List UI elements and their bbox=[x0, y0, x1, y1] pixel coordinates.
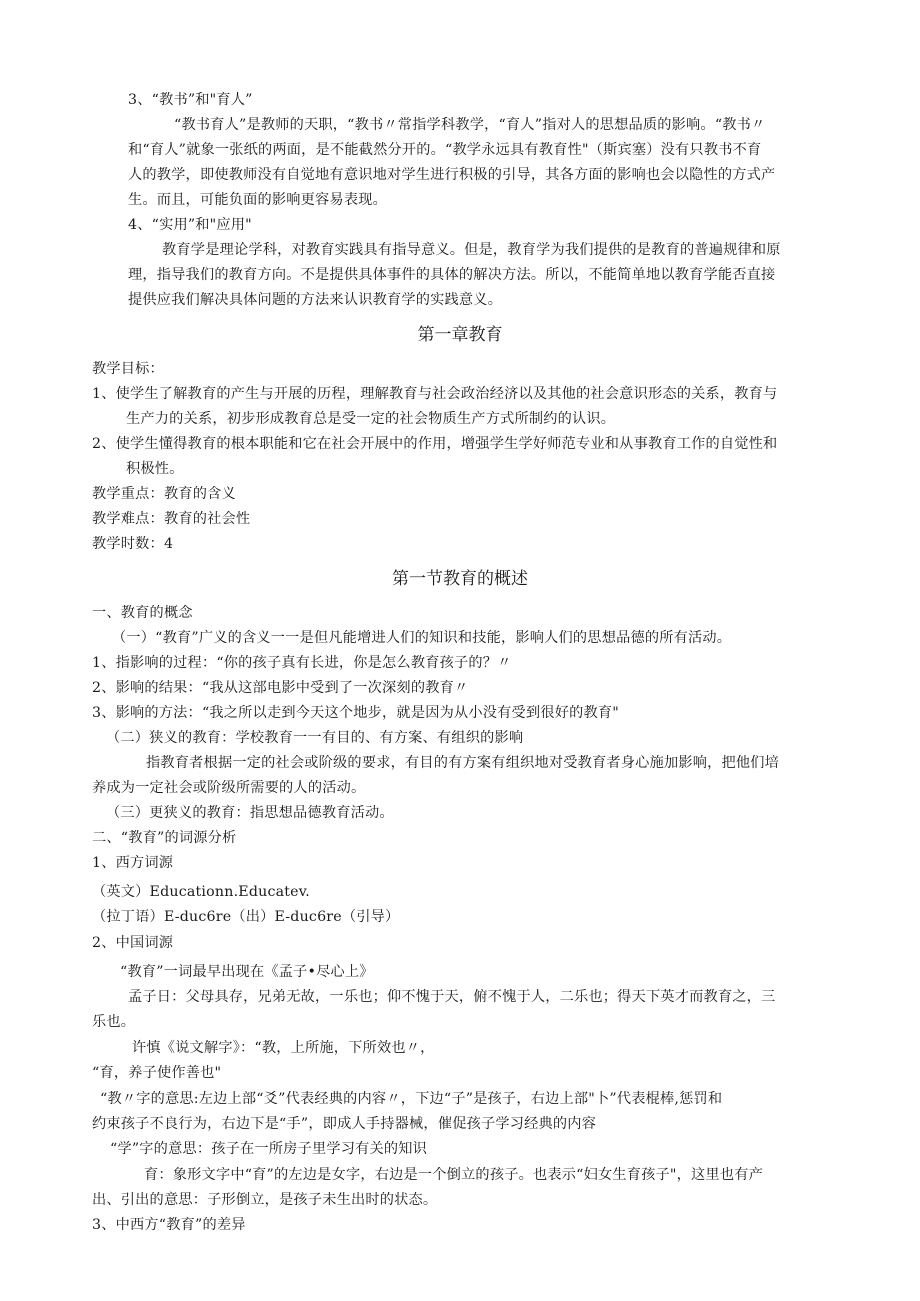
paragraph-line: 人的教学，即使教师没有自觉地有意识地对学生进行积极的引导，其各方面的影响也会以隐性的方式产 bbox=[128, 167, 776, 183]
paragraph-line: 教育学是理论学科，对教育实践具有指导意义。但是，教育学为我们提供的是教育的普遍规律和原 bbox=[162, 242, 781, 258]
heading-etymology: 二、“教育”的词源分析 bbox=[92, 830, 237, 846]
objective-item: 1、使学生了解教育的产生与开展的历程，理解教育与社会政治经济以及其他的社会意识形态的关系，教育与 bbox=[92, 386, 778, 402]
paragraph-line: 和“育人”就象一张纸的两面，是不能截然分开的。“教学永远具有教育性"（斯宾塞）没有只教书不育 bbox=[128, 142, 762, 158]
heading-concept-of-education: 一、教育的概念 bbox=[92, 605, 193, 621]
mencius-quote: 孟子日：父母具存，兄弟无故，一乐也；仰不愧于天，俯不愧于人，二乐也；得天下英才而教育之，三 bbox=[128, 989, 776, 1005]
paragraph-line: 养成为一定社会或阶级所需要的人的活动。 bbox=[92, 780, 366, 796]
paragraph-line: 指教育者根据一定的社会或阶级的要求，有目的有方案有组织地对受教育者身心施加影响，把他们培 bbox=[146, 755, 780, 771]
paragraph-line: “教书育人”是教师的天职，“教书〃常指学科教学，“育人”指对人的思想品质的影响。“教书〃 bbox=[174, 117, 766, 133]
teaching-hours: 教学时数：4 bbox=[92, 536, 174, 552]
section-title: 第一节教育的概述 bbox=[392, 569, 528, 589]
narrower-definition: （三）更狭义的教育：指思想品德教育活动。 bbox=[106, 805, 394, 821]
character-xue-explanation: “学”字的意思：孩子在一所房子里学习有关的知识 bbox=[110, 1141, 428, 1157]
paragraph-line: “教育”一词最早出现在《孟子•尽心上》 bbox=[120, 964, 374, 980]
objective-item-continued: 积极性。 bbox=[126, 461, 184, 477]
teaching-objectives-label: 教学目标： bbox=[92, 361, 164, 377]
paragraph-line: 理，指导我们的教育方向。不是提供具体事件的具体的解决方法。所以，不能简单地以教育学能否直接 bbox=[128, 267, 776, 283]
character-yu-explanation: 育：象形文字中“育”的左边是女字，右边是一个倒立的孩子。也表示“妇女生育孩子"，这里也有产 bbox=[144, 1167, 763, 1183]
character-jiao-explanation: “教〃字的意思:左边上部“爻”代表经典的内容〃，下边“子”是孩子，右边上部"卜”代表棍棒,惩罚和 bbox=[100, 1091, 723, 1107]
list-item: 2、影响的结果：“我从这部电影中受到了一次深刻的教育〃 bbox=[92, 680, 469, 696]
shuowen-quote-continued: “育，养子使作善也" bbox=[92, 1065, 222, 1081]
section-heading-teaching-and-educating: 3、“教书”和"育人” bbox=[128, 92, 253, 108]
shuowen-quote: 许慎《说文解字》：“教，上所施，下所效也〃， bbox=[132, 1040, 435, 1056]
teaching-focus: 教学重点：教育的含义 bbox=[92, 486, 236, 502]
paragraph-line: 提供应我们解决具体问题的方法来认识教育学的实践意义。 bbox=[128, 292, 503, 308]
character-yu-explanation-continued: 出、引出的意思：子形倒立，是孩子未生出时的状态。 bbox=[92, 1192, 438, 1208]
narrow-definition: （二）狭义的教育：学校教育一一有目的、有方案、有组织的影响 bbox=[106, 730, 524, 746]
chinese-etymology-heading: 2、中国词源 bbox=[92, 935, 174, 951]
objective-item: 2、使学生懂得教育的根本职能和它在社会开展中的作用，增强学生学好师范专业和从事教育工作的自觉性和 bbox=[92, 436, 778, 452]
chapter-title: 第一章教育 bbox=[417, 325, 503, 345]
list-item: 3、影响的方法：“我之所以走到今天这个地步，就是因为从小没有受到很好的教育" bbox=[92, 705, 619, 721]
broad-definition: （一）“教育”广义的含义一一是但凡能增进人们的知识和技能，影响人们的思想品德的所有活动。 bbox=[112, 630, 732, 646]
mencius-quote-continued: 乐也。 bbox=[92, 1014, 136, 1030]
english-etymology: （英文）Educationn.Educatev. bbox=[92, 884, 311, 900]
list-item: 1、指影响的过程：“你的孩子真有长进，你是怎么教育孩子的？〃 bbox=[92, 655, 512, 671]
western-etymology-heading: 1、西方词源 bbox=[92, 855, 174, 871]
character-jiao-explanation-continued: 约束孩子不良行为，右边下是“手”，即成人手持器械，催促孩子学习经典的内容 bbox=[92, 1116, 597, 1132]
latin-etymology: （拉丁语）E-duc6re（出）E-duc6re（引导） bbox=[92, 909, 400, 925]
objective-item-continued: 生产力的关系，初步形成教育总是受一定的社会物质生产方式所制约的认识。 bbox=[126, 411, 616, 427]
heading-differences: 3、中西方“教育”的差异 bbox=[92, 1217, 246, 1233]
section-heading-practical-and-applied: 4、“实用”和"应用" bbox=[128, 217, 252, 233]
teaching-difficulty: 教学难点：教育的社会性 bbox=[92, 511, 251, 527]
paragraph-line: 生。而且，可能负面的影响更容易表现。 bbox=[128, 192, 387, 208]
